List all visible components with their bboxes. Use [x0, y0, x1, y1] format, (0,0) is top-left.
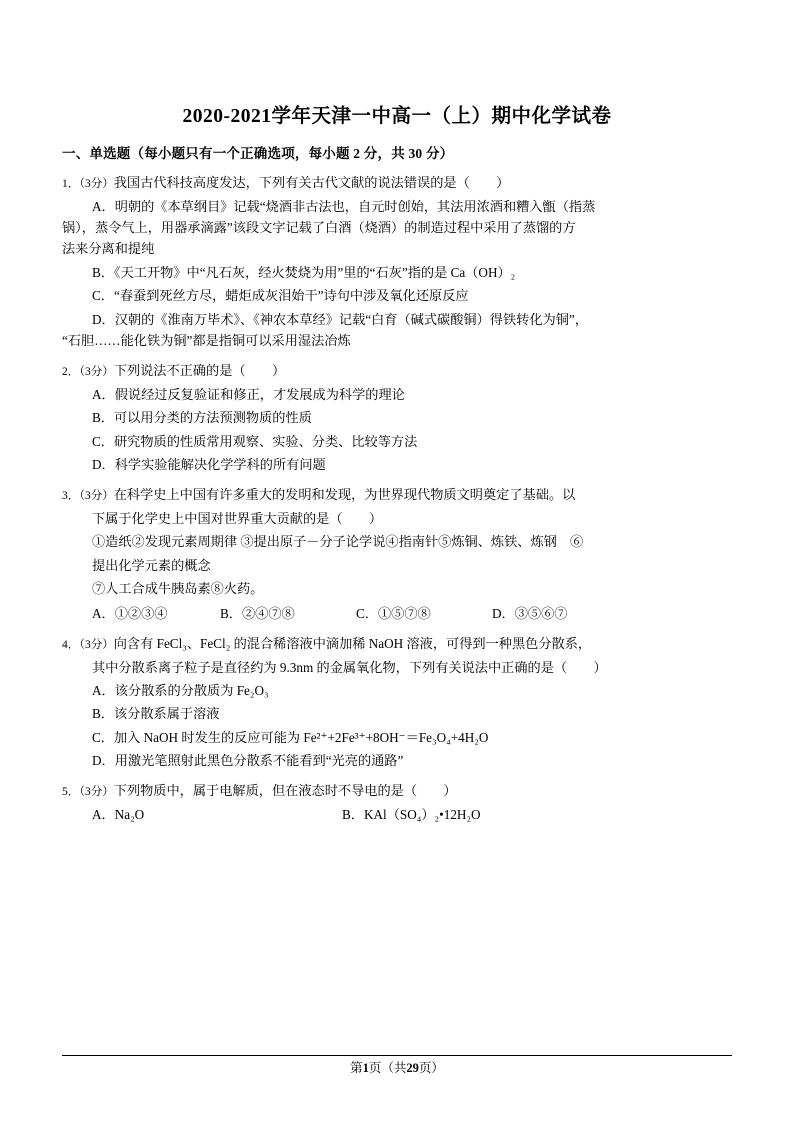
question-4-text: 向含有 FeCl₃、FeCl₂ 的混合稀溶液中滴加稀 NaOH 溶液，可得到一种黑色分散系， [113, 635, 592, 651]
question-2-number: 2． [62, 366, 80, 379]
page-title: 2020-2021学年天津一中高一（上）期中化学试卷 [182, 106, 612, 127]
question-5-stem [62, 780, 732, 802]
question-2-stem [62, 360, 732, 382]
footer-suffix: 页） [418, 1061, 444, 1075]
footer-page-number: 1 [362, 1061, 369, 1075]
question-2-option-c: C．研究物质的性质常用观察、实验、分类、比较等方法 [92, 433, 418, 449]
question-3-stem [62, 484, 732, 506]
question-3-text: 在科学史上中国有许多重大的发明和发现，为世界现代物质文明奠定了基础。以 [113, 487, 576, 503]
question-3-option-b: B．②④⑦⑧ [220, 605, 295, 621]
question-4-stem-cont: 其中分散系离子粒子是直径约为 9.3nm 的金属氧化物，下列有关说法中正确的是（ ） [92, 659, 607, 675]
question-2-text: 下列说法不正确的是（ ） [113, 363, 286, 379]
question-1-option-c: C．“春蚕到死丝方尽，蜡炬成灰泪始干”诗句中涉及氧化还原反应 [92, 288, 469, 304]
footer-prefix: 第 [350, 1061, 363, 1075]
question-1 [62, 172, 732, 351]
question-3-option-a: A．①②③④ [92, 605, 168, 621]
question-1-number: 1． [62, 178, 80, 190]
question-1-option-a: A．明朝的《本草纲目》记载“烧酒非古法也，自元时创始，其法用浓酒和糟入甑（指蒸 [92, 198, 596, 214]
question-1-text: 我国古代科技高度发达，下列有关古代文献的说法错误的是（ ） [113, 175, 510, 190]
question-1-option-d-cont: “石胆……能化铁为铜”都是指铜可以采用湿法冶炼 [62, 332, 351, 348]
page-footer [0, 1058, 794, 1076]
question-5-option-a: A．Na₂O [92, 807, 145, 822]
footer-divider [62, 1055, 732, 1056]
question-1-option-b: B．《天工开物》中“凡石灰，经火焚烧为用”里的“石灰”指的是 Ca（OH）₂ [92, 264, 516, 280]
question-4-score: （3分） [79, 638, 114, 651]
question-4-option-c: C．加入 NaOH 时发生的反应可能为 Fe²⁺+2Fe³⁺+8OH⁻＝Fe₃O₄+4H₂O [92, 729, 489, 745]
question-2-option-a: A．假说经过反复验证和修正，才发展成为科学的理论 [92, 386, 405, 402]
question-3-list-line2: 提出化学元素的概念 [92, 557, 211, 573]
question-3-options [92, 603, 732, 624]
question-2-option-d: D．科学实验能解决化学学科的所有问题 [92, 457, 326, 472]
question-1-stem [62, 172, 732, 194]
footer-total-pages: 29 [406, 1061, 419, 1075]
question-4 [62, 633, 732, 772]
question-1-option-a-cont1: 锅），蒸令气上，用器承滴露”该段文字记载了白酒（烧酒）的制造过程中采用了蒸馏的方 [62, 220, 576, 235]
question-2-option-b: B．可以用分类的方法预测物质的性质 [92, 410, 312, 426]
question-5-options [92, 804, 732, 825]
section-heading: 一、单选题（每小题只有一个正确选项，每小题 2 分，共 30 分） [62, 146, 454, 161]
question-3-list-line3: ⑦人工合成牛胰岛素⑧火药。 [92, 581, 264, 597]
question-5-option-b: B．KAl（SO₄）₂•12H₂O [342, 807, 481, 822]
question-3-stem-cont: 下属于化学史上中国对世界重大贡献的是（ ） [92, 511, 383, 526]
question-4-stem [62, 633, 732, 655]
question-5-number: 5． [62, 786, 80, 799]
question-5-text: 下列物质中，属于电解质，但在液态时不导电的是（ ） [113, 783, 457, 799]
question-1-option-d: D．汉朝的《淮南万毕术》、《神农本草经》记载“白育（碱式碳酸铜）得铁转化为铜”， [92, 311, 588, 327]
question-4-option-b: B．该分散系属于溶液 [92, 706, 220, 722]
question-4-option-a: A．该分散系的分散质为 Fe₂O₃ [92, 682, 269, 698]
footer-mid: 页（共 [368, 1061, 407, 1075]
question-4-number: 4． [62, 638, 80, 651]
question-2-score: （3分） [79, 366, 114, 379]
question-3-list-line1: ①造纸②发现元素周期律 ③提出原子－分子论学说④指南针⑤炼铜、炼铁、炼钢 ⑥ [92, 534, 584, 550]
question-2 [62, 360, 732, 475]
question-3-score: （3分） [79, 490, 114, 503]
question-5 [62, 780, 732, 825]
question-3-number: 3． [62, 490, 80, 503]
question-4-option-d: D．用激光笔照射此黑色分散系不能看到“光亮的通路” [92, 753, 404, 768]
question-5-score: （3分） [79, 786, 114, 799]
question-3-option-c: C．①⑤⑦⑧ [356, 605, 431, 621]
question-1-score: （3分） [79, 178, 114, 190]
question-3-option-d: D．③⑤⑥⑦ [492, 605, 568, 621]
question-3 [62, 484, 732, 624]
question-1-option-a-cont2: 法来分离和提纯 [62, 241, 155, 257]
